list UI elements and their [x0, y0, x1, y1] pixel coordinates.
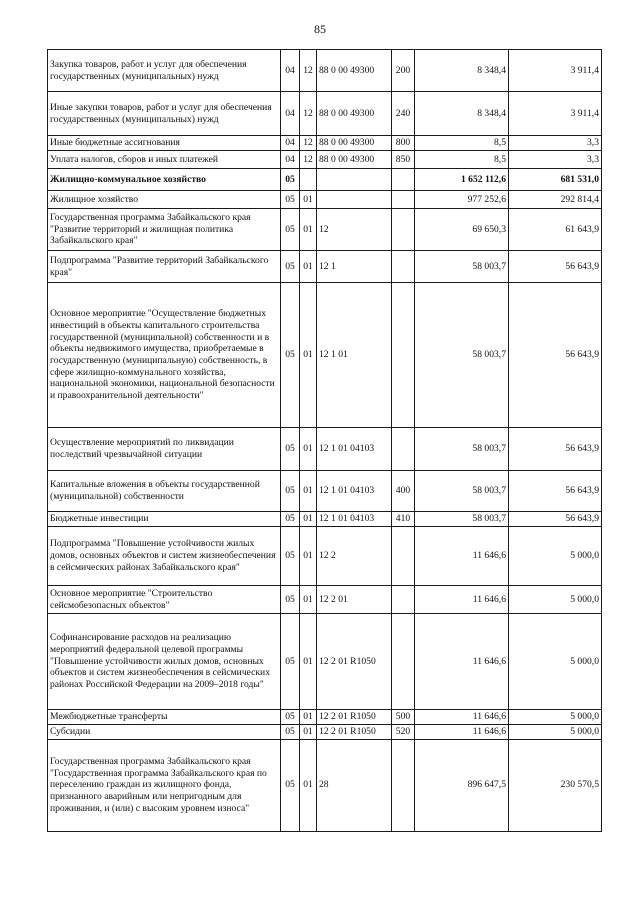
row-target-code: 12 2 01 R1050 [317, 710, 392, 725]
table-row [48, 209, 602, 251]
row-amount-executed: 5 000,0 [509, 710, 602, 725]
row-name: Субсидии [48, 725, 281, 740]
row-amount-executed: 56 643,9 [509, 512, 602, 527]
row-section-code: 04 [281, 151, 300, 169]
budget-table [47, 49, 602, 832]
table-row [48, 527, 602, 586]
row-expense-type-code [392, 586, 415, 614]
row-amount-planned: 977 252,6 [415, 191, 509, 209]
row-section-code: 05 [281, 283, 300, 428]
row-subsection-code: 01 [300, 527, 317, 586]
row-amount-planned: 69 650,3 [415, 209, 509, 251]
row-amount-planned: 8,5 [415, 151, 509, 169]
row-expense-type-code [392, 191, 415, 209]
row-subsection-code: 12 [300, 136, 317, 151]
row-name: Основное мероприятие "Осуществление бюджетных инвестиций в объекты капитального строительства государственной (муниципальной) собственности и в объекты недвижимого имущества, приобретаемые в государственную (муниципальную) собственность, в сфере жилищно-коммунального хозяйства, национальной экономики, национальной безопасности и правоохранительной деятельности" [48, 283, 281, 428]
row-section-code: 04 [281, 92, 300, 136]
row-amount-executed: 3,3 [509, 151, 602, 169]
row-subsection-code: 01 [300, 471, 317, 512]
row-amount-planned: 1 652 112,6 [415, 169, 509, 191]
row-subsection-code: 01 [300, 739, 317, 831]
row-name: Жилищное хозяйство [48, 191, 281, 209]
row-amount-planned: 58 003,7 [415, 283, 509, 428]
row-expense-type-code: 240 [392, 92, 415, 136]
row-name: Основное мероприятие "Строительство сейсмобезопасных объектов" [48, 586, 281, 614]
row-target-code: 12 1 01 04103 [317, 471, 392, 512]
row-section-code: 05 [281, 710, 300, 725]
row-subsection-code: 01 [300, 251, 317, 283]
row-section-code: 05 [281, 739, 300, 831]
row-amount-planned: 58 003,7 [415, 471, 509, 512]
row-expense-type-code [392, 527, 415, 586]
row-target-code: 12 2 [317, 527, 392, 586]
row-amount-planned: 58 003,7 [415, 428, 509, 471]
table-row [48, 512, 602, 527]
row-amount-executed: 3,3 [509, 136, 602, 151]
row-amount-executed: 5 000,0 [509, 527, 602, 586]
row-amount-planned: 8 348,4 [415, 50, 509, 92]
row-name: Государственная программа Забайкальского края "Развитие территорий и жилищная политика Забайкальского края" [48, 209, 281, 251]
row-amount-planned: 8,5 [415, 136, 509, 151]
row-name: Иные бюджетные ассигнования [48, 136, 281, 151]
row-expense-type-code: 500 [392, 710, 415, 725]
row-target-code: 88 0 00 49300 [317, 151, 392, 169]
row-section-code: 05 [281, 169, 300, 191]
row-amount-planned: 11 646,6 [415, 586, 509, 614]
row-subsection-code: 12 [300, 50, 317, 92]
row-expense-type-code: 520 [392, 725, 415, 740]
row-target-code: 12 2 01 [317, 586, 392, 614]
row-amount-planned: 58 003,7 [415, 512, 509, 527]
row-subsection-code: 12 [300, 151, 317, 169]
row-amount-planned: 11 646,6 [415, 710, 509, 725]
row-section-code: 05 [281, 512, 300, 527]
row-expense-type-code: 200 [392, 50, 415, 92]
row-subsection-code: 01 [300, 283, 317, 428]
row-name: Капитальные вложения в объекты государственной (муниципальной) собственности [48, 471, 281, 512]
table-row [48, 251, 602, 283]
row-section-code: 04 [281, 136, 300, 151]
row-amount-executed: 61 643,9 [509, 209, 602, 251]
row-amount-executed: 230 570,5 [509, 739, 602, 831]
row-subsection-code: 01 [300, 512, 317, 527]
row-name: Осуществление мероприятий по ликвидации последствий чрезвычайной ситуации [48, 428, 281, 471]
row-expense-type-code: 800 [392, 136, 415, 151]
row-amount-executed: 56 643,9 [509, 283, 602, 428]
table-row [48, 428, 602, 471]
table-row [48, 283, 602, 428]
row-section-code: 04 [281, 50, 300, 92]
budget-table-body [48, 50, 602, 832]
row-subsection-code [300, 169, 317, 191]
row-target-code: 12 1 01 [317, 283, 392, 428]
row-amount-planned: 11 646,6 [415, 527, 509, 586]
row-name: Подпрограмма "Повышение устойчивости жилых домов, основных объектов и систем жизнеобеспечения в сейсмических районах Забайкальского края" [48, 527, 281, 586]
row-amount-planned: 896 647,5 [415, 739, 509, 831]
table-row [48, 169, 602, 191]
table-row [48, 50, 602, 92]
row-amount-planned: 11 646,6 [415, 614, 509, 710]
row-name: Иные закупки товаров, работ и услуг для обеспечения государственных (муниципальных) нужд [48, 92, 281, 136]
row-target-code: 12 [317, 209, 392, 251]
row-section-code: 05 [281, 251, 300, 283]
row-subsection-code: 01 [300, 725, 317, 740]
row-expense-type-code [392, 428, 415, 471]
row-name: Жилищно-коммунальное хозяйство [48, 169, 281, 191]
row-expense-type-code [392, 169, 415, 191]
table-row [48, 136, 602, 151]
row-name: Государственная программа Забайкальского края "Государственная программа Забайкальского края по переселению граждан из жилищного фонда, признанного аварийным или непригодным для проживания, и (или) с высоким уровнем износа" [48, 739, 281, 831]
row-expense-type-code: 410 [392, 512, 415, 527]
table-row [48, 586, 602, 614]
row-name: Бюджетные инвестиции [48, 512, 281, 527]
row-section-code: 05 [281, 191, 300, 209]
row-expense-type-code [392, 251, 415, 283]
row-amount-executed: 5 000,0 [509, 586, 602, 614]
row-name: Закупка товаров, работ и услуг для обеспечения государственных (муниципальных) нужд [48, 50, 281, 92]
row-amount-executed: 56 643,9 [509, 251, 602, 283]
row-target-code: 12 1 [317, 251, 392, 283]
row-name: Софинансирование расходов на реализацию мероприятий федеральной целевой программы "Повышение устойчивости жилых домов, основных объектов и систем жизнеобеспечения в сейсмических районах Российской Федерации на 2009–2018 годы" [48, 614, 281, 710]
table-row [48, 191, 602, 209]
row-amount-executed: 56 643,9 [509, 471, 602, 512]
row-amount-executed: 3 911,4 [509, 50, 602, 92]
row-target-code: 12 2 01 R1050 [317, 614, 392, 710]
row-section-code: 05 [281, 586, 300, 614]
row-expense-type-code [392, 209, 415, 251]
row-amount-planned: 11 646,6 [415, 725, 509, 740]
row-subsection-code: 01 [300, 191, 317, 209]
row-amount-executed: 5 000,0 [509, 725, 602, 740]
row-name: Подпрограмма "Развитие территорий Забайкальского края" [48, 251, 281, 283]
table-row [48, 151, 602, 169]
row-target-code: 12 1 01 04103 [317, 428, 392, 471]
table-row [48, 725, 602, 740]
row-expense-type-code: 400 [392, 471, 415, 512]
row-target-code [317, 191, 392, 209]
row-name: Межбюджетные трансферты [48, 710, 281, 725]
row-target-code: 28 [317, 739, 392, 831]
row-target-code: 88 0 00 49300 [317, 92, 392, 136]
row-amount-executed: 56 643,9 [509, 428, 602, 471]
row-subsection-code: 01 [300, 209, 317, 251]
row-target-code [317, 169, 392, 191]
row-subsection-code: 01 [300, 428, 317, 471]
row-name: Уплата налогов, сборов и иных платежей [48, 151, 281, 169]
row-amount-executed: 292 814,4 [509, 191, 602, 209]
row-section-code: 05 [281, 725, 300, 740]
row-subsection-code: 12 [300, 92, 317, 136]
table-row [48, 614, 602, 710]
row-target-code: 88 0 00 49300 [317, 136, 392, 151]
page-number: 85 [314, 22, 326, 36]
table-row [48, 92, 602, 136]
row-expense-type-code [392, 614, 415, 710]
row-subsection-code: 01 [300, 614, 317, 710]
table-row [48, 739, 602, 831]
row-amount-executed: 5 000,0 [509, 614, 602, 710]
row-section-code: 05 [281, 471, 300, 512]
row-expense-type-code: 850 [392, 151, 415, 169]
row-section-code: 05 [281, 527, 300, 586]
row-amount-executed: 3 911,4 [509, 92, 602, 136]
row-expense-type-code [392, 739, 415, 831]
row-amount-planned: 58 003,7 [415, 251, 509, 283]
row-target-code: 12 1 01 04103 [317, 512, 392, 527]
row-subsection-code: 01 [300, 586, 317, 614]
row-section-code: 05 [281, 428, 300, 471]
table-row [48, 471, 602, 512]
row-expense-type-code [392, 283, 415, 428]
row-amount-executed: 681 531,0 [509, 169, 602, 191]
row-section-code: 05 [281, 614, 300, 710]
row-target-code: 88 0 00 49300 [317, 50, 392, 92]
table-row [48, 710, 602, 725]
row-amount-planned: 8 348,4 [415, 92, 509, 136]
row-target-code: 12 2 01 R1050 [317, 725, 392, 740]
row-subsection-code: 01 [300, 710, 317, 725]
row-section-code: 05 [281, 209, 300, 251]
